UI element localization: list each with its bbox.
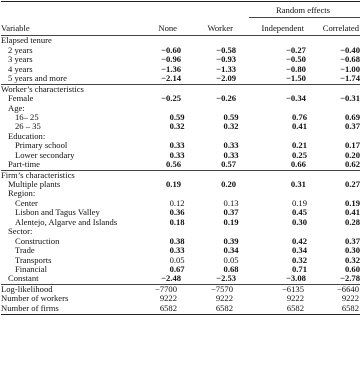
value-none: 0.33	[169, 140, 185, 151]
value-correlated: 0.32	[344, 254, 360, 265]
column-header-independent: Independent	[261, 23, 304, 33]
value-independent: −0.50	[285, 54, 306, 65]
value-worker: −2.09	[216, 73, 237, 84]
value-independent: −0.27	[285, 44, 306, 55]
value-worker: 0.34	[223, 245, 239, 256]
value-independent: −6135	[281, 283, 304, 294]
value-none: 0.32	[169, 121, 185, 132]
table-row	[1, 218, 360, 227]
value-worker: 0.37	[223, 207, 239, 218]
value-worker: 0.32	[223, 121, 239, 132]
table-row	[1, 160, 360, 169]
value-none: −0.25	[161, 93, 182, 104]
column-header-correlated: Correlated	[322, 23, 359, 33]
value-independent: 0.41	[291, 121, 307, 132]
row-label: Financial	[15, 263, 47, 274]
value-none: −2.14	[161, 73, 182, 84]
value-correlated: 0.27	[344, 179, 360, 189]
value-independent: −1.50	[285, 73, 306, 84]
row-label: Part-time	[8, 159, 40, 170]
value-worker: −2.53	[216, 273, 237, 284]
value-none: 0.36	[169, 207, 185, 218]
value-correlated: 6582	[341, 302, 359, 313]
value-correlated: 0.37	[344, 121, 360, 132]
value-correlated: 0.30	[344, 245, 360, 256]
value-worker: 0.19	[223, 216, 239, 227]
value-correlated: −1.00	[340, 63, 360, 74]
row-label: Sector:	[8, 226, 33, 237]
row-label: Center	[15, 197, 38, 208]
value-independent: −3.08	[285, 273, 306, 284]
row-label: Age:	[8, 102, 25, 113]
section-label: Elapsed tenure	[1, 35, 52, 46]
column-header-row	[1, 24, 360, 33]
row-label: 4 years	[8, 63, 33, 74]
value-worker: 9222	[215, 293, 233, 304]
table-row	[1, 94, 360, 103]
value-correlated: 0.62	[344, 159, 360, 170]
value-correlated: −0.68	[340, 54, 360, 65]
value-none: 0.12	[169, 197, 185, 208]
value-none: 6582	[159, 302, 177, 313]
row-label: Lisbon and Tagus Valley	[15, 207, 100, 218]
value-correlated: 0.69	[344, 111, 360, 122]
row-label: 16– 25	[15, 111, 39, 122]
value-correlated: −2.78	[340, 273, 360, 284]
value-independent: 0.45	[291, 207, 307, 218]
table-row	[1, 180, 360, 189]
value-worker: −1.33	[216, 63, 237, 74]
value-independent: −0.80	[285, 63, 306, 74]
column-header-none: None	[158, 23, 177, 33]
row-label: Construction	[15, 235, 60, 246]
row-label: Primary school	[15, 140, 68, 151]
row-label: Female	[8, 93, 34, 104]
value-none: 0.56	[166, 159, 182, 170]
value-correlated: 0.28	[344, 216, 360, 227]
value-worker: 0.33	[223, 140, 239, 151]
value-none: 0.19	[166, 179, 182, 189]
bottom-rule	[1, 314, 360, 315]
row-label: 3 years	[8, 54, 33, 65]
value-none: 0.67	[169, 263, 185, 274]
value-correlated: −1.74	[340, 73, 360, 84]
value-independent: 0.42	[291, 235, 307, 246]
value-worker: 0.59	[223, 111, 239, 122]
value-worker: −0.93	[216, 54, 237, 65]
value-worker: 0.57	[221, 159, 237, 170]
value-worker: −0.26	[216, 93, 237, 104]
row-label: Education:	[8, 130, 46, 141]
value-independent: 0.71	[291, 263, 307, 274]
section-label: Worker’s characteristics	[1, 83, 84, 94]
value-independent: 0.30	[291, 216, 307, 227]
value-correlated: 0.60	[344, 263, 360, 274]
value-none: −1.36	[161, 63, 182, 74]
row-label: Region:	[8, 188, 36, 199]
value-correlated: −0.40	[340, 44, 360, 55]
value-worker: −0.58	[216, 44, 237, 55]
value-independent: 0.76	[291, 111, 307, 122]
table-row	[1, 122, 360, 131]
value-none: 0.05	[169, 254, 185, 265]
row-label: Number of firms	[1, 302, 59, 313]
table-row	[1, 274, 360, 283]
value-worker: 6582	[215, 302, 233, 313]
value-worker: 0.20	[221, 179, 237, 189]
value-correlated: −0.31	[340, 93, 360, 104]
value-independent: 0.32	[291, 254, 307, 265]
row-label: Transports	[15, 254, 52, 265]
row-label: Log-likelihood	[1, 283, 53, 294]
value-worker: 0.33	[223, 149, 239, 160]
value-independent: 0.21	[291, 140, 307, 151]
table-row	[1, 304, 360, 313]
value-correlated: 9222	[341, 293, 359, 304]
value-worker: 0.13	[223, 197, 239, 208]
row-label: Trade	[15, 245, 35, 256]
row-label: 5 years and more	[8, 73, 67, 84]
value-independent: 0.34	[291, 245, 307, 256]
column-header-worker: Worker	[207, 23, 233, 33]
column-header-variable: Variable	[1, 23, 30, 33]
row-label: 2 years	[8, 44, 33, 55]
value-worker: 0.39	[223, 235, 239, 246]
table-row	[1, 74, 360, 83]
row-label: Number of workers	[1, 293, 69, 304]
value-worker: −7570	[210, 283, 233, 294]
value-none: −7700	[154, 283, 177, 294]
value-independent: 0.66	[290, 159, 306, 170]
value-independent: 0.19	[291, 197, 307, 208]
row-label: Constant	[8, 273, 39, 284]
value-correlated: 0.41	[344, 207, 360, 218]
value-correlated: 0.37	[344, 235, 360, 246]
value-correlated: 0.20	[344, 149, 360, 160]
row-label: Multiple plants	[8, 179, 61, 189]
value-none: 0.18	[169, 216, 185, 227]
value-worker: 0.05	[223, 254, 239, 265]
value-none: 0.59	[169, 111, 185, 122]
value-none: 0.33	[169, 149, 185, 160]
value-none: −2.48	[161, 273, 182, 284]
value-none: −0.60	[161, 44, 182, 55]
row-label: 26 – 35	[15, 121, 41, 132]
value-worker: 0.68	[223, 263, 239, 274]
value-independent: −0.34	[285, 93, 306, 104]
table-body	[1, 36, 360, 313]
value-none: 0.33	[169, 245, 185, 256]
row-label: Alentejo, Algarve and Islands	[15, 216, 118, 227]
value-independent: 9222	[286, 293, 304, 304]
results-table	[1, 1, 360, 315]
value-correlated: −6640	[336, 283, 359, 294]
table-header	[1, 2, 360, 24]
value-correlated: 0.17	[344, 140, 360, 151]
value-correlated: 0.19	[344, 197, 360, 208]
value-none: 9222	[159, 293, 177, 304]
row-label: Lower secondary	[15, 149, 75, 160]
value-none: −0.96	[161, 54, 182, 65]
random-effects-rule	[249, 17, 360, 18]
value-none: 0.38	[169, 235, 185, 246]
section-label: Firm’s characteristics	[1, 169, 75, 180]
value-independent: 0.31	[290, 179, 306, 189]
random-effects-header: Random effects	[275, 5, 330, 15]
value-independent: 0.25	[291, 149, 307, 160]
value-independent: 6582	[286, 302, 304, 313]
